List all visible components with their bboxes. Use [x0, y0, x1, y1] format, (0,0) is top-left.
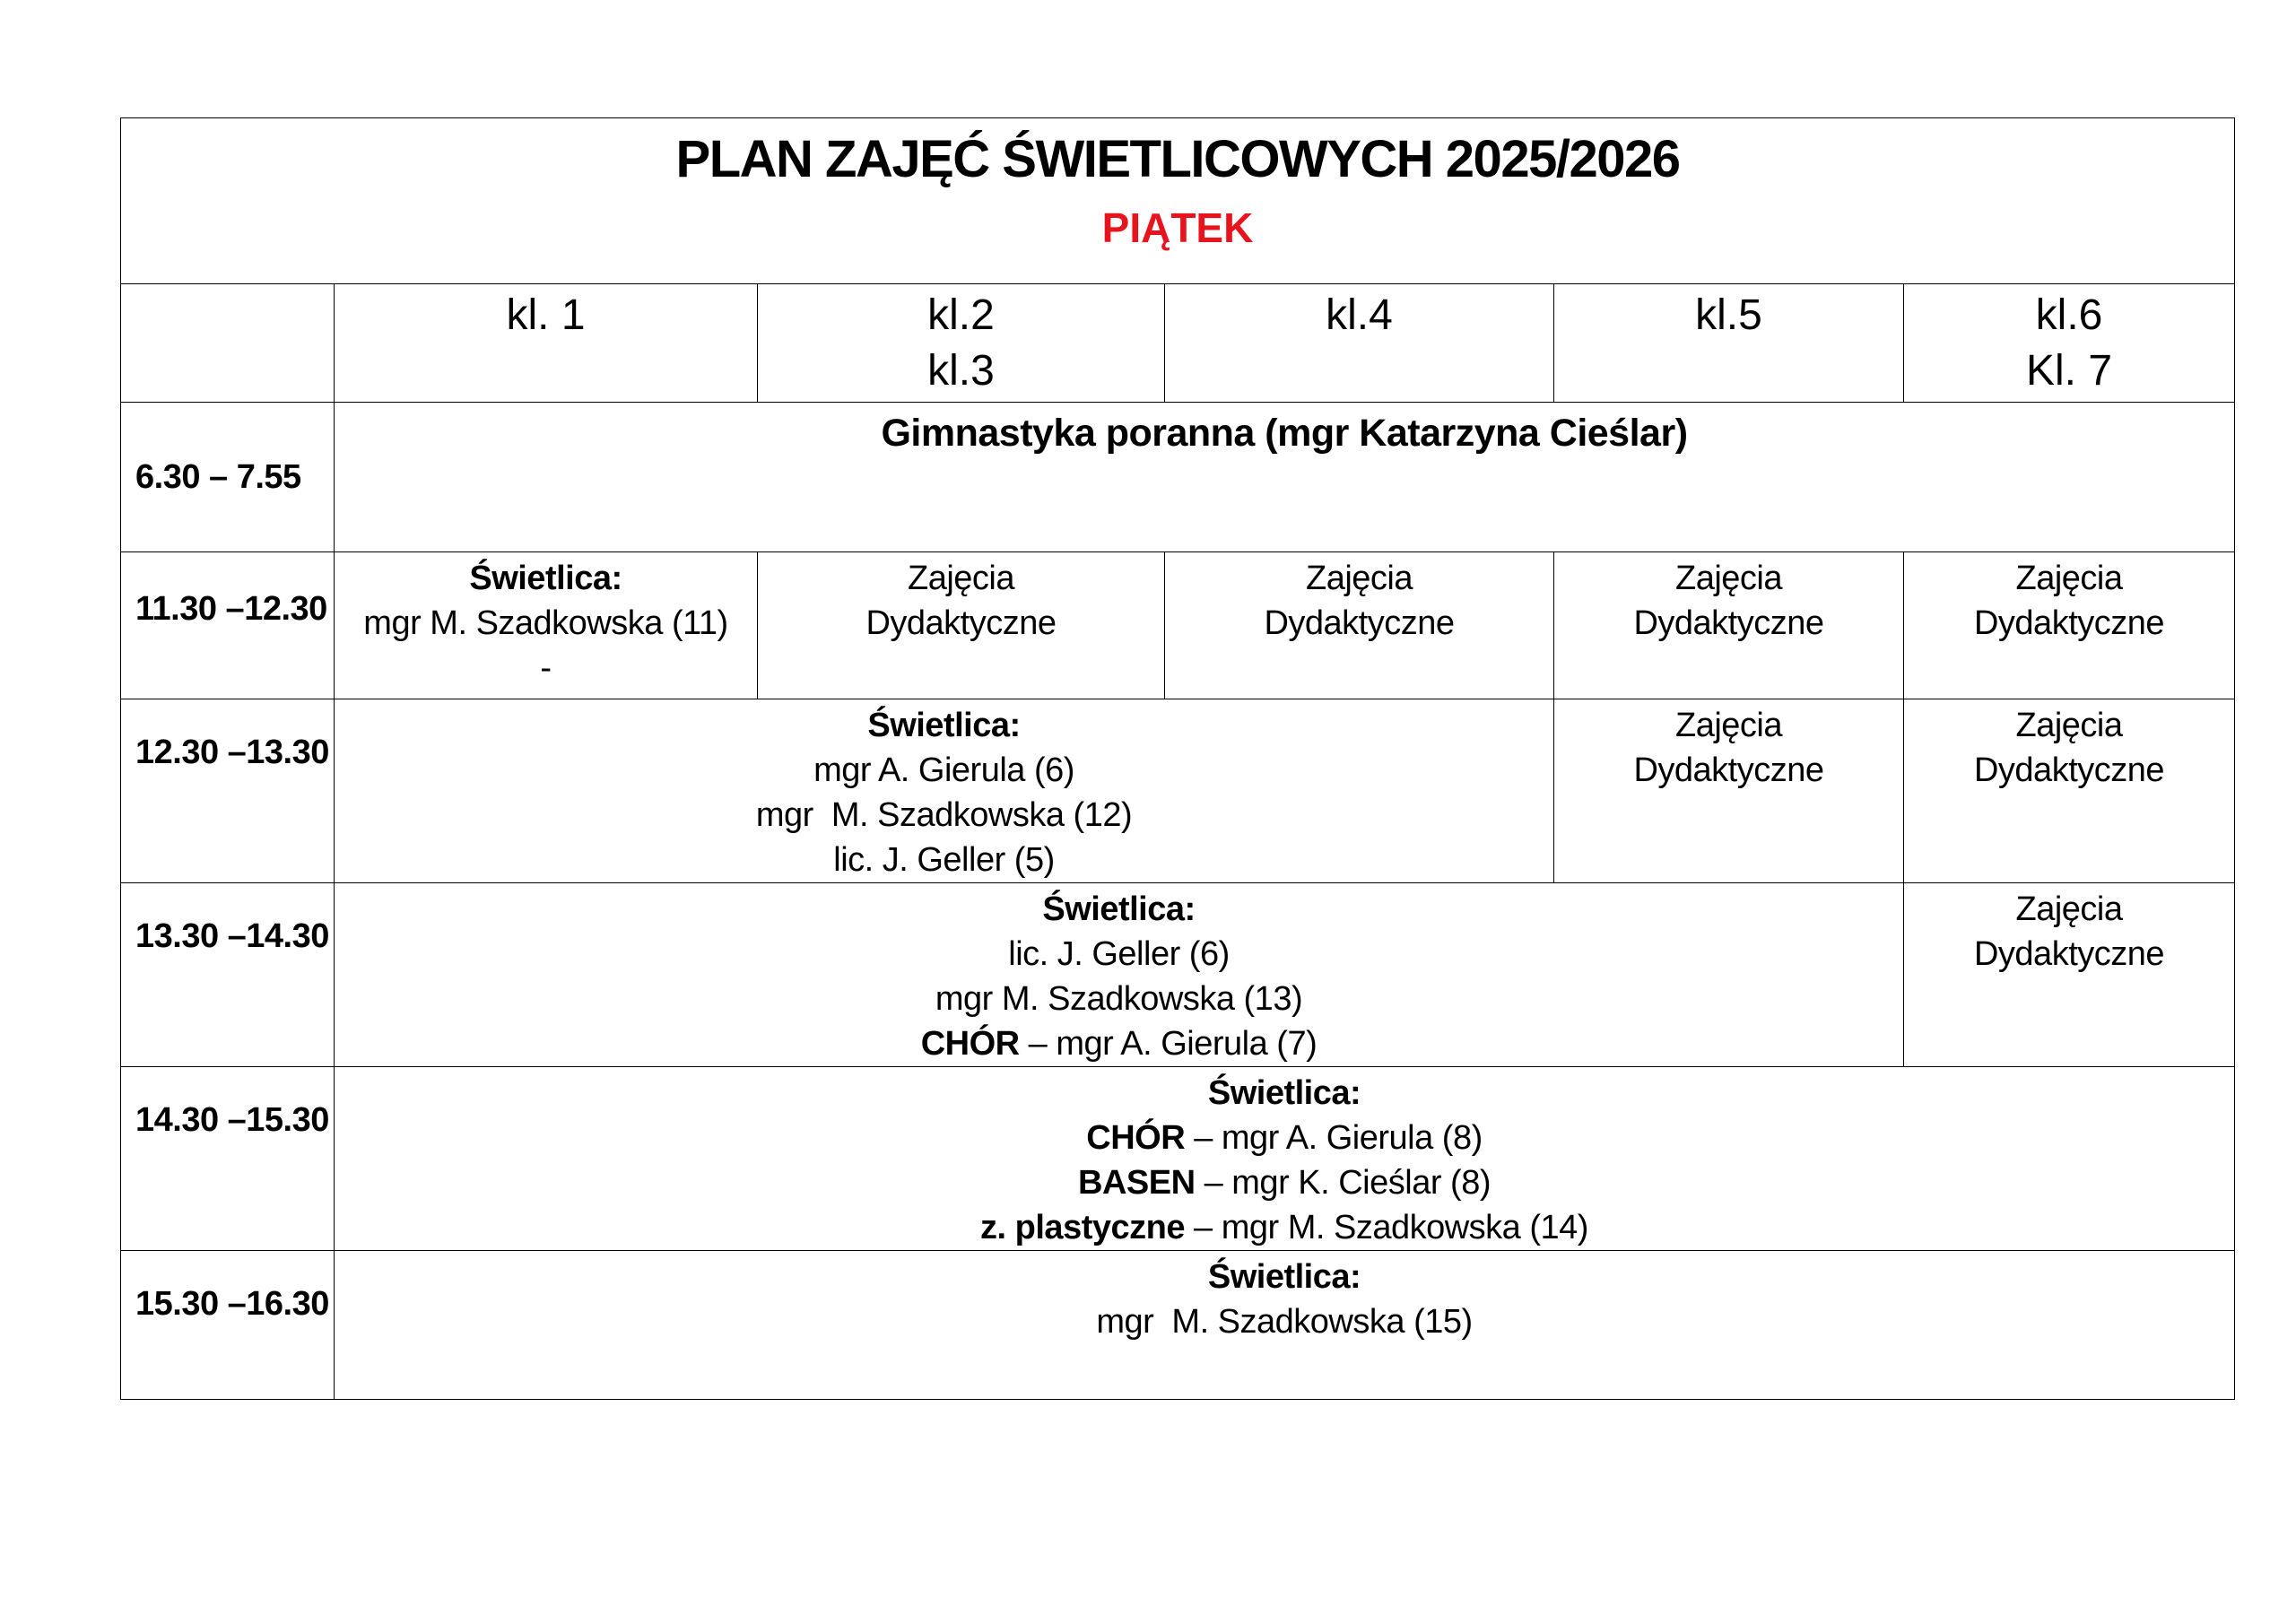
activity-teacher: – mgr K. Cieślar (8) [1195, 1164, 1491, 1202]
zajecia-line: Dydaktyczne [1633, 604, 1824, 642]
time-row-3 [121, 699, 2235, 883]
morning-gym-cell: Gimnastyka poranna (mgr Katarzyna Cieślar) [335, 403, 2235, 552]
col-header-kl1 [335, 284, 758, 403]
col-header-kl4 [1165, 284, 1554, 403]
time-cell: 15.30 –16.30 [121, 1251, 335, 1400]
dash-line: - [540, 649, 552, 687]
swietlica-cell [335, 552, 758, 699]
col-header-label: kl.5 [1695, 291, 1762, 339]
page-title: PLAN ZAJĘĆ ŚWIETLICOWYCH 2025/2026 [675, 130, 1680, 188]
swietlica-cell [335, 1067, 2235, 1251]
zajecia-cell [1904, 883, 2235, 1067]
swietlica-cell [335, 699, 1554, 883]
header-row [121, 118, 2235, 284]
col-header-label: kl.2 [927, 291, 995, 339]
time-cell: 6.30 – 7.55 [121, 403, 335, 552]
swietlica-cell [335, 883, 1904, 1067]
swietlica-heading: Świetlica: [1207, 1258, 1361, 1296]
col-header-label: kl. 1 [506, 291, 586, 339]
zajecia-line: Zajęcia [1675, 560, 1782, 597]
teacher-line: lic. J. Geller (5) [833, 841, 1055, 879]
zajecia-cell [1165, 552, 1554, 699]
activity-teacher: – mgr A. Gierula (8) [1185, 1119, 1483, 1157]
time-row-4 [121, 883, 2235, 1067]
schedule-table [120, 117, 2235, 1400]
zajecia-line: Dydaktyczne [1973, 751, 2165, 789]
zajecia-cell [1554, 552, 1904, 699]
zajecia-line: Zajęcia [908, 560, 1014, 597]
col-header-kl5 [1554, 284, 1904, 403]
teacher-line: mgr M. Szadkowska (15) [1096, 1303, 1473, 1341]
chor-line [335, 1021, 1903, 1066]
time-row-5 [121, 1067, 2235, 1251]
time-row-1 [121, 403, 2235, 552]
zajecia-line: Dydaktyczne [1264, 604, 1455, 642]
teacher-line: mgr A. Gierula (6) [813, 751, 1074, 789]
teacher-line: mgr M. Szadkowska (12) [755, 796, 1133, 834]
activity-teacher: – mgr A. Gierula (7) [1019, 1025, 1318, 1063]
corner-cell [121, 284, 335, 403]
time-row-2 [121, 552, 2235, 699]
col-header-kl6-kl7 [1904, 284, 2235, 403]
time-cell: 14.30 –15.30 [121, 1067, 335, 1251]
col-header-label: kl.6 [2035, 291, 2103, 339]
teacher-line: mgr M. Szadkowska (13) [935, 980, 1303, 1018]
basen-line [335, 1160, 2234, 1205]
activity-label: BASEN [1078, 1164, 1196, 1202]
swietlica-heading: Świetlica: [867, 707, 1021, 744]
zajecia-line: Dydaktyczne [1973, 604, 2165, 642]
activity-teacher: – mgr M. Szadkowska (14) [1184, 1209, 1588, 1246]
col-header-label: kl.3 [927, 347, 995, 395]
zajecia-line: Zajęcia [2015, 560, 2123, 597]
activity-label: CHÓR [1086, 1119, 1186, 1157]
swietlica-heading: Świetlica: [1207, 1074, 1361, 1112]
class-header-row [121, 284, 2235, 403]
teacher-line: mgr M. Szadkowska (11) [363, 604, 728, 642]
zajecia-cell [1554, 699, 1904, 883]
swietlica-heading: Świetlica: [1042, 890, 1196, 928]
day-label: PIĄTEK [1101, 204, 1254, 251]
zajecia-cell [1904, 552, 2235, 699]
plastyczne-line [335, 1205, 2234, 1250]
swietlica-heading: Świetlica: [469, 560, 622, 597]
activity-label: z. plastyczne [980, 1209, 1185, 1246]
zajecia-line: Zajęcia [1306, 560, 1413, 597]
chor-line [335, 1116, 2234, 1160]
zajecia-cell [758, 552, 1165, 699]
zajecia-cell [1904, 699, 2235, 883]
col-header-label: kl.4 [1326, 291, 1393, 339]
schedule-sheet [120, 117, 2235, 1400]
time-cell: 12.30 –13.30 [121, 699, 335, 883]
zajecia-line: Zajęcia [2015, 890, 2123, 928]
zajecia-line: Dydaktyczne [865, 604, 1057, 642]
swietlica-cell [335, 1251, 2235, 1400]
zajecia-line: Dydaktyczne [1973, 935, 2165, 973]
col-header-kl2-kl3 [758, 284, 1165, 403]
zajecia-line: Zajęcia [1675, 707, 1782, 744]
activity-label: CHÓR [920, 1025, 1020, 1063]
zajecia-line: Dydaktyczne [1633, 751, 1824, 789]
zajecia-line: Zajęcia [2015, 707, 2123, 744]
header-cell [121, 118, 2235, 284]
time-cell: 11.30 –12.30 [121, 552, 335, 699]
teacher-line: lic. J. Geller (6) [1008, 935, 1230, 973]
time-cell: 13.30 –14.30 [121, 883, 335, 1067]
time-row-6 [121, 1251, 2235, 1400]
col-header-label: Kl. 7 [2025, 347, 2113, 395]
